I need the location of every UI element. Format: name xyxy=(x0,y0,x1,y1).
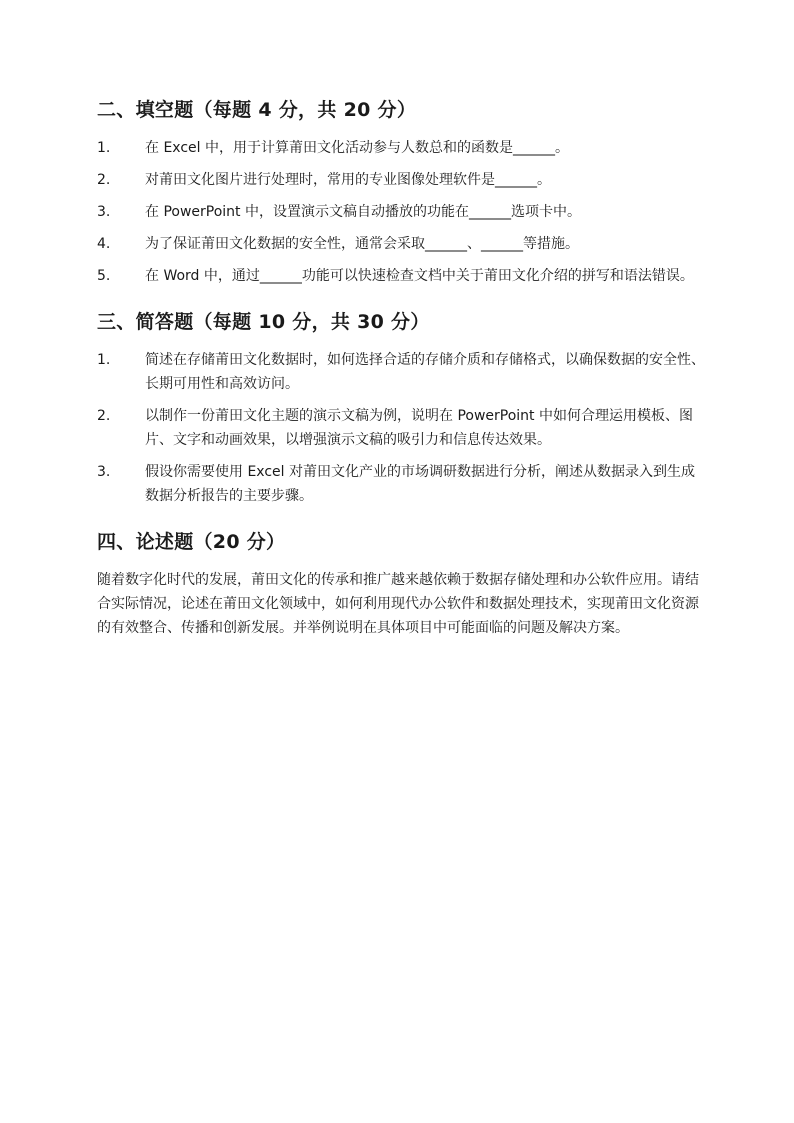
document-page xyxy=(97,92,707,640)
question-item xyxy=(97,348,707,396)
question-number: 1. xyxy=(97,352,111,368)
section-title-short-answer: 三、简答题（每题 10 分，共 30 分） xyxy=(97,311,430,333)
question-number: 4. xyxy=(97,236,111,252)
question-number: 5. xyxy=(97,268,111,284)
question-item xyxy=(97,264,707,288)
question-number: 3. xyxy=(97,204,111,220)
question-text: 在 PowerPoint 中，设置演示文稿自动播放的功能在______选项卡中。 xyxy=(145,204,581,220)
question-text: 在 Excel 中，用于计算莆田文化活动参与人数总和的函数是______。 xyxy=(145,140,569,156)
question-number: 2. xyxy=(97,408,111,424)
question-item xyxy=(97,136,707,160)
question-item xyxy=(97,232,707,256)
short-answer-list xyxy=(97,348,707,508)
fill-in-blank-list xyxy=(97,136,707,288)
question-text: 假设你需要使用 Excel 对莆田文化产业的市场调研数据进行分析，阐述从数据录入到生成数据分析报告的主要步骤。 xyxy=(145,464,695,504)
question-text: 简述在存储莆田文化数据时，如何选择合适的存储介质和存储格式，以确保数据的安全性、长期可用性和高效访问。 xyxy=(145,352,705,392)
question-number: 1. xyxy=(97,140,111,156)
question-number: 3. xyxy=(97,464,111,480)
question-item xyxy=(97,200,707,224)
question-text: 对莆田文化图片进行处理时，常用的专业图像处理软件是______。 xyxy=(145,172,551,188)
question-text: 在 Word 中，通过______功能可以快速检查文档中关于莆田文化介绍的拼写和语法错误。 xyxy=(145,268,694,284)
essay-question-text: 随着数字化时代的发展，莆田文化的传承和推广越来越依赖于数据存储处理和办公软件应用。请结合实际情况，论述在莆田文化领域中，如何利用现代办公软件和数据处理技术，实现莆田文化资源的有效整合、传播和创新发展。并举例说明在具体项目中可能面临的问题及解决方案。 xyxy=(97,572,699,636)
question-item xyxy=(97,460,707,508)
section-title-essay: 四、论述题（20 分） xyxy=(97,531,286,553)
question-item xyxy=(97,168,707,192)
question-text: 以制作一份莆田文化主题的演示文稿为例，说明在 PowerPoint 中如何合理运用模板、图片、文字和动画效果，以增强演示文稿的吸引力和信息传达效果。 xyxy=(145,408,693,448)
question-item xyxy=(97,404,707,452)
section-title-fill-in-blank: 二、填空题（每题 4 分，共 20 分） xyxy=(97,99,417,121)
question-text: 为了保证莆田文化数据的安全性，通常会采取______、______等措施。 xyxy=(145,236,579,252)
question-number: 2. xyxy=(97,172,111,188)
